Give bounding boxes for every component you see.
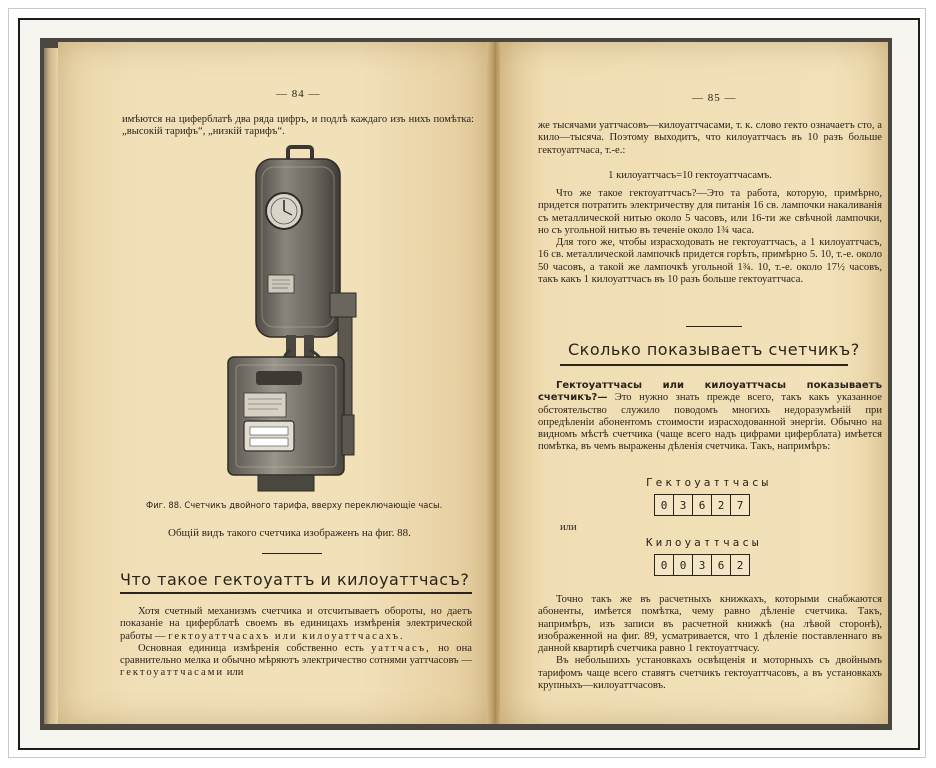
- meter1-label: Гектоуаттчасы: [646, 476, 772, 489]
- left-body-text: Хотя счетный механизмъ счетчика и отсчитываетъ обороты, но даетъ показаніе на циферблатѣ своемъ въ единицахъ измѣренія электрической работы — гектоуаттчасахъ или килоуаттчасахъ. Основная единица измѣренія собственно есть уаттчасъ, но она сравнительно мелка и обычно мѣряютъ электричество сотнями уаттчасовъ — гектоуаттчасами или: [120, 606, 472, 679]
- left-divider: [262, 553, 322, 554]
- right-body-2: Гектоуаттчасы или килоуаттчасы показываетъ счетчикъ?— Это нужно знать прежде всего, такъ какъ указанное обстоятельство служило поводомъ многихъ недоразумѣній при опредѣленіи абонентомъ стоимости израсходованной энергіи. Обычно на видномъ мѣстѣ счетчика (чаще всего надъ цифрами циферблата) имѣется помѣтка, въ чемъ выражены дѣленія счетчика. Такъ, напримѣръ:: [538, 380, 882, 453]
- double-tariff-meter-illustration: [218, 145, 363, 495]
- meter1-digit: 6: [693, 495, 712, 515]
- meter2-digit: 0: [655, 555, 674, 575]
- meter1-digit: 3: [674, 495, 693, 515]
- meter2-digit: 2: [736, 558, 744, 572]
- meter2-digit: 0: [674, 555, 693, 575]
- right-body-3: Точно такъ же въ расчетныхъ книжкахъ, которыми снабжаются абоненты, имѣется помѣтка, чему равно дѣленіе счетчика. Такъ, напримѣръ, изъ записи въ расчетной книжкѣ (на лѣвой сторонѣ), изображенной на фиг. 89, усматривается, что 1 дѣленіе поставленнаго въ данной квартирѣ счетчика равно 1 гектоуаттчасу. Въ небольшихъ установкахъ освѣщенія и моторныхъ съ двойнымъ тарифомъ чаще всего ставятъ счетчикъ гектоуаттчасовъ, а въ установкахъ крупныхъ—килоуаттчасовъ.: [538, 594, 882, 692]
- meter1-digit: 2: [712, 495, 731, 515]
- left-section-heading: Что такое гектоуаттъ и килоуаттчасъ?: [120, 570, 470, 589]
- figure-caption: Фиг. 88. Счетчикъ двойного тарифа, вверху переключающіе часы.: [146, 500, 443, 510]
- formula: 1 килоуаттчасъ=10 гектоуаттчасамъ.: [608, 170, 772, 181]
- meter1-digit-display: [654, 494, 750, 516]
- right-heading-underline: [560, 364, 848, 366]
- or-word: или: [560, 522, 577, 533]
- meter2-label: Килоуаттчасы: [646, 536, 762, 549]
- meter1-digit: 7: [736, 498, 744, 512]
- meter2-digit: 3: [693, 555, 712, 575]
- page-edges: [44, 48, 58, 724]
- meter1-digit: 0: [655, 495, 674, 515]
- figure-note: Общій видъ такого счетчика изображенъ на фиг. 88.: [168, 527, 411, 539]
- left-page-number: — 84 —: [276, 88, 321, 100]
- left-intro-text: имѣются на циферблатѣ два ряда цифръ, и подлѣ каждаго изъ нихъ помѣтка: „высокій тарифъ“, „низкій тарифъ“.: [122, 114, 474, 138]
- right-divider: [686, 326, 742, 327]
- right-page-number: — 85 —: [692, 92, 737, 104]
- meter2-digit-display: [654, 554, 750, 576]
- right-para-1: же тысячами уаттчасовъ—килоуаттчасами, т. к. слово гекто означаетъ сто, а кило—тысяча. Поэтому выходитъ, что килоуаттчасъ въ 10 разъ больше гектоуаттчаса, т.-е.:: [538, 120, 882, 156]
- meter2-digit: 6: [712, 555, 731, 575]
- right-body-1: Что же такое гектоуаттчасъ?—Это та работа, которую, примѣрно, придется потратить электричеству для питанія 16 св. лампочки накаливанія съ металлической нитью около 5 часовъ, или 16-ти же свѣчной лампочки, но съ угольной нитью въ теченіе около 1¾ часа. Для того же, чтобы израсходовать не гектоуаттчасъ, а 1 килоуаттчасъ, 16 св. металлической лампочкѣ придется горѣть, примѣрно 5. 10, т.-е. около 50 часовъ, а такой же лампочкѣ угольной 1¾. 10, т.-е. около 17½ часовъ, такъ какъ 1 килоуаттчасъ въ 10 разъ больше гектоуаттчаса.: [538, 188, 882, 286]
- right-section-heading: Сколько показываетъ счетчикъ?: [568, 340, 860, 359]
- left-heading-underline: [120, 592, 472, 594]
